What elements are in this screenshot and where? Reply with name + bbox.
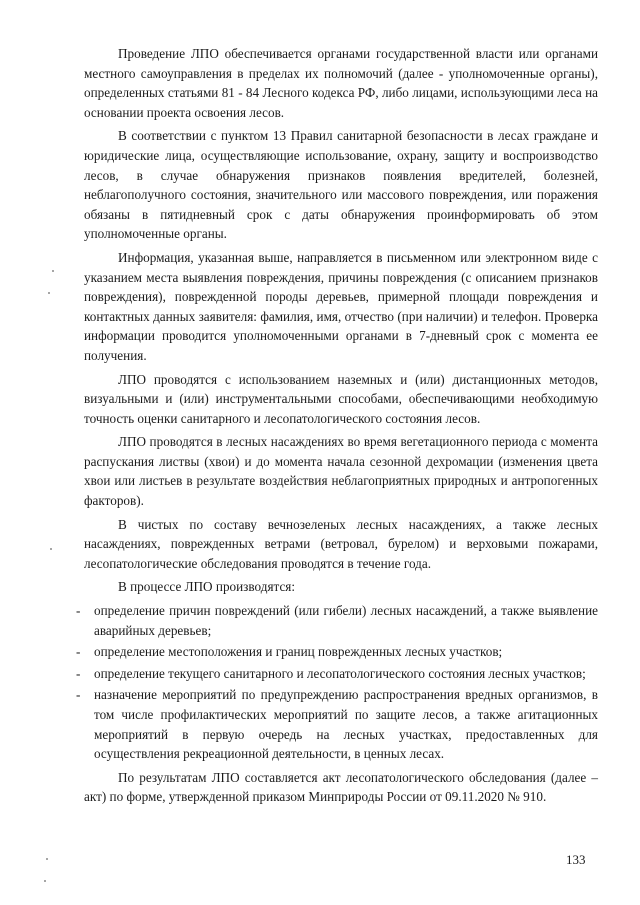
paragraph-sanitary-rules: В соответствии с пунктом 13 Правил санитарной безопасности в лесах граждане и юридические лица, осуществляющие использование, охрану, защиту и воспроизводство лесов, в случае обнаружения признаков появления вредителей, болезней, неблагополучного состояния, значительного или массового повреждения, или поражения обязаны в пятидневный срок с даты обнаружения проинформировать об этом уполномоченные органы.	[84, 128, 598, 242]
list-item	[76, 642, 598, 662]
paragraph-lpo-conduct: Проведение ЛПО обеспечивается органами государственной власти или органами местного самоуправления в пределах их полномочий (далее - уполномоченные органы), определенных статьями 81 - 84 Лесного кодекса РФ, либо лицами, использующими леса на основании проекта освоения лесов.	[84, 46, 598, 120]
scan-speck	[52, 270, 54, 272]
scan-speck	[46, 858, 48, 860]
scan-speck	[44, 880, 46, 882]
list-marker: -	[76, 687, 81, 703]
list-item-text: определение текущего санитарного и лесопатологического состояния лесных участков;	[94, 665, 586, 681]
page-number: 133	[566, 852, 586, 867]
paragraph-lpo-period: ЛПО проводятся в лесных насаждениях во время вегетационного периода с момента распускания листвы (хвои) и до момента начала сезонной дехромации (изменения цвета хвои или листьев в результате воздействия неблагоприятных природных и антропогенных факторов).	[84, 434, 598, 509]
paragraph-evergreen-stands: В чистых по составу вечнозеленых лесных насаждениях, а также лесных насаждениях, поврежденных ветрами (ветровал, бурелом) и верховыми пожарами, лесопатологические обследования проводятся в течение года.	[84, 516, 598, 571]
paragraph-lpo-act: По результатам ЛПО составляется акт лесопатологического обследования (далее – акт) по форме, утвержденной приказом Минприроды России от 09.11.2020 № 910.	[84, 769, 598, 805]
lpo-tasks-list	[76, 601, 598, 764]
list-item	[76, 664, 598, 684]
document-page	[76, 44, 598, 811]
scan-speck	[48, 292, 50, 294]
paragraph-lpo-methods: ЛПО проводятся с использованием наземных и (или) дистанционных методов, визуальными и (или) инструментальными способами, обеспечивающими необходимую точность оценки санитарного и лесопатологического состояния лесов.	[84, 371, 598, 426]
paragraph-lpo-process-intro: В процессе ЛПО производятся:	[118, 579, 296, 595]
list-marker: -	[76, 603, 81, 619]
list-item-text: назначение мероприятий по предупреждению распространения вредных организмов, в том числе профилактических мероприятий по защите лесов, а также агитационных мероприятий в первую очередь на лесных участках, предоставленных для осуществления рекреационной деятельности, в ценных лесах.	[94, 687, 598, 762]
scan-speck	[50, 548, 52, 550]
list-item-text: определение местоположения и границ поврежденных лесных участков;	[94, 644, 503, 660]
list-item-text: определение причин повреждений (или гибели) лесных насаждений, а также выявление аварийных деревьев;	[94, 603, 598, 638]
list-marker: -	[76, 665, 81, 681]
list-item	[76, 601, 598, 640]
paragraph-information-sending: Информация, указанная выше, направляется в письменном или электронном виде с указанием места выявления повреждения, причины повреждения (с описанием признаков повреждения), поврежденной породы деревьев, примерной площади повреждения и контактных данных заявителя: фамилия, имя, отчество (при наличии) и телефон. Проверка информации проводится уполномоченными органами в 7-дневный срок с момента ее получения.	[84, 249, 598, 363]
list-marker: -	[76, 644, 81, 660]
list-item	[76, 685, 598, 763]
